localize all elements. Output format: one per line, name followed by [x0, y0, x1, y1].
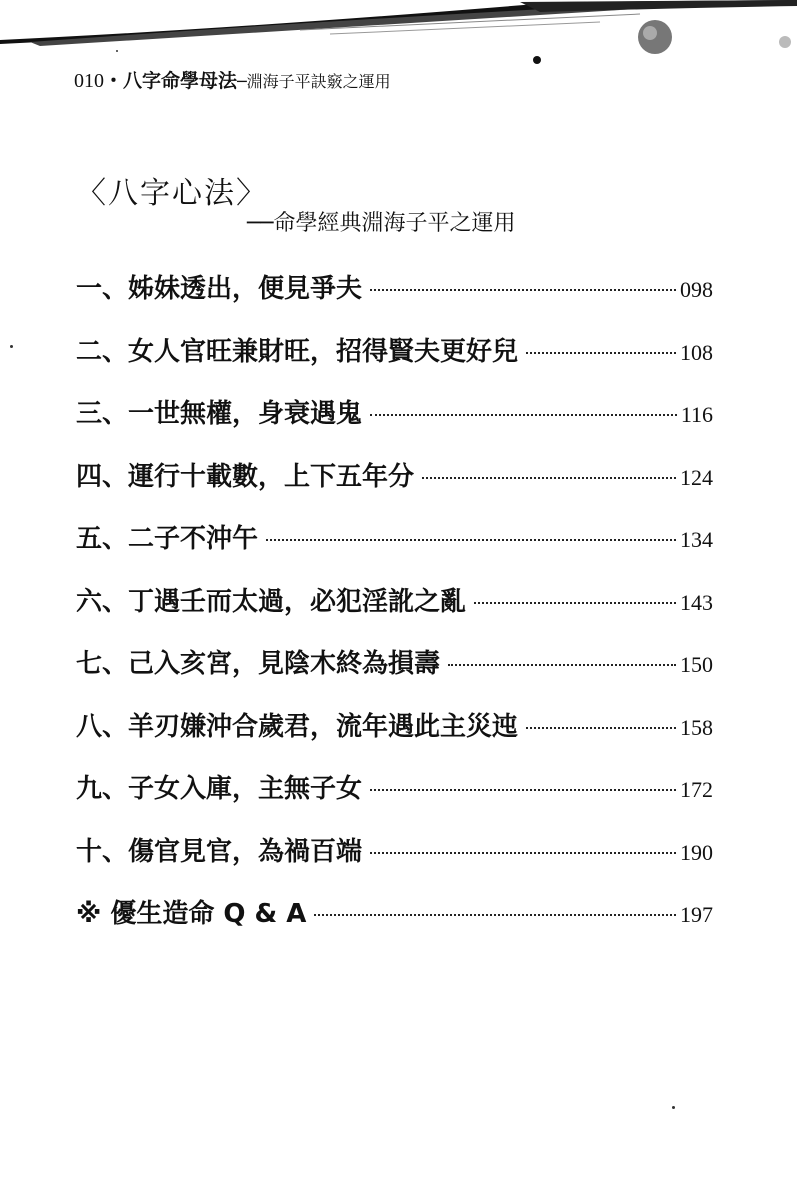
toc-entry-title: 一、姊妹透出，便見爭夫: [76, 274, 363, 304]
toc-entry-page: 150: [680, 652, 713, 677]
page-number: 010: [74, 70, 104, 92]
toc-entry[interactable]: [76, 706, 713, 769]
toc-entry[interactable]: [76, 393, 713, 456]
toc-entry[interactable]: [76, 893, 713, 956]
header-bullet: ・: [104, 70, 124, 92]
scan-speck: [116, 50, 118, 52]
leader-dots: [422, 477, 676, 479]
section-subtitle: ──命學經典淵海子平之運用: [247, 211, 516, 236]
toc-entry-title: 三、一世無權，身衰遇鬼: [76, 399, 363, 429]
toc-entry-title: 五、二子不沖午: [76, 524, 259, 554]
leader-dots: [266, 539, 676, 541]
toc-entry[interactable]: [76, 518, 713, 581]
header-swoosh-2: [30, 6, 620, 46]
toc-entry[interactable]: [76, 831, 713, 894]
leader-dots: [370, 789, 676, 791]
toc-entry-title: 十、傷官見官，為禍百端: [76, 836, 363, 867]
toc-entry-title: 四、運行十載數，上下五年分: [76, 461, 415, 492]
toc-entry-title: ※ 優生造命 Q & A: [76, 899, 307, 929]
toc-entry[interactable]: [76, 268, 713, 331]
scan-speck: [10, 345, 13, 348]
small-circle: [533, 56, 541, 64]
book-subtitle: ─淵海子平訣竅之運用: [237, 72, 391, 91]
toc-entry-page: 116: [680, 402, 713, 427]
leader-dots: [370, 414, 677, 416]
section-title: 〈八字心法〉: [76, 176, 268, 211]
toc-entry-page: 172: [680, 777, 713, 802]
toc-entry-title: 八、羊刃嫌沖合歲君，流年遇此主災迍: [76, 711, 519, 742]
scan-speck: [672, 1106, 675, 1109]
toc-entry[interactable]: [76, 581, 713, 644]
page-header: [74, 66, 391, 93]
table-of-contents: [76, 268, 713, 956]
toc-entry-page: 158: [680, 714, 713, 740]
toc-entry-page: 124: [680, 464, 713, 490]
toc-entry[interactable]: [76, 768, 713, 831]
toc-entry-page: 197: [680, 902, 713, 927]
leader-dots: [314, 914, 676, 916]
leader-dots: [448, 664, 676, 666]
toc-entry-page: 098: [680, 277, 713, 302]
toc-entry-page: 143: [680, 589, 713, 615]
toc-entry-title: 七、己入亥宮，見陰木終為損壽: [76, 649, 441, 679]
toc-entry-page: 134: [680, 527, 713, 552]
toc-entry-title: 六、丁遇壬而太過，必犯淫訛之亂: [76, 586, 467, 617]
toc-entry-page: 108: [680, 339, 713, 365]
book-title: 八字命學母法: [123, 70, 238, 92]
toc-entry-title: 二、女人官旺兼財旺，招得賢夫更好兒: [76, 336, 519, 367]
header-shadow-top: [520, 0, 797, 12]
toc-entry-page: 190: [680, 839, 713, 865]
leader-dots: [526, 352, 676, 354]
leader-dots: [370, 289, 676, 291]
toc-entry[interactable]: [76, 456, 713, 519]
toc-entry[interactable]: [76, 643, 713, 706]
toc-entry-title: 九、子女入庫，主無子女: [76, 774, 363, 804]
toc-entry[interactable]: [76, 331, 713, 394]
leader-dots: [474, 602, 676, 604]
leader-dots: [526, 727, 676, 729]
leader-dots: [370, 852, 676, 854]
